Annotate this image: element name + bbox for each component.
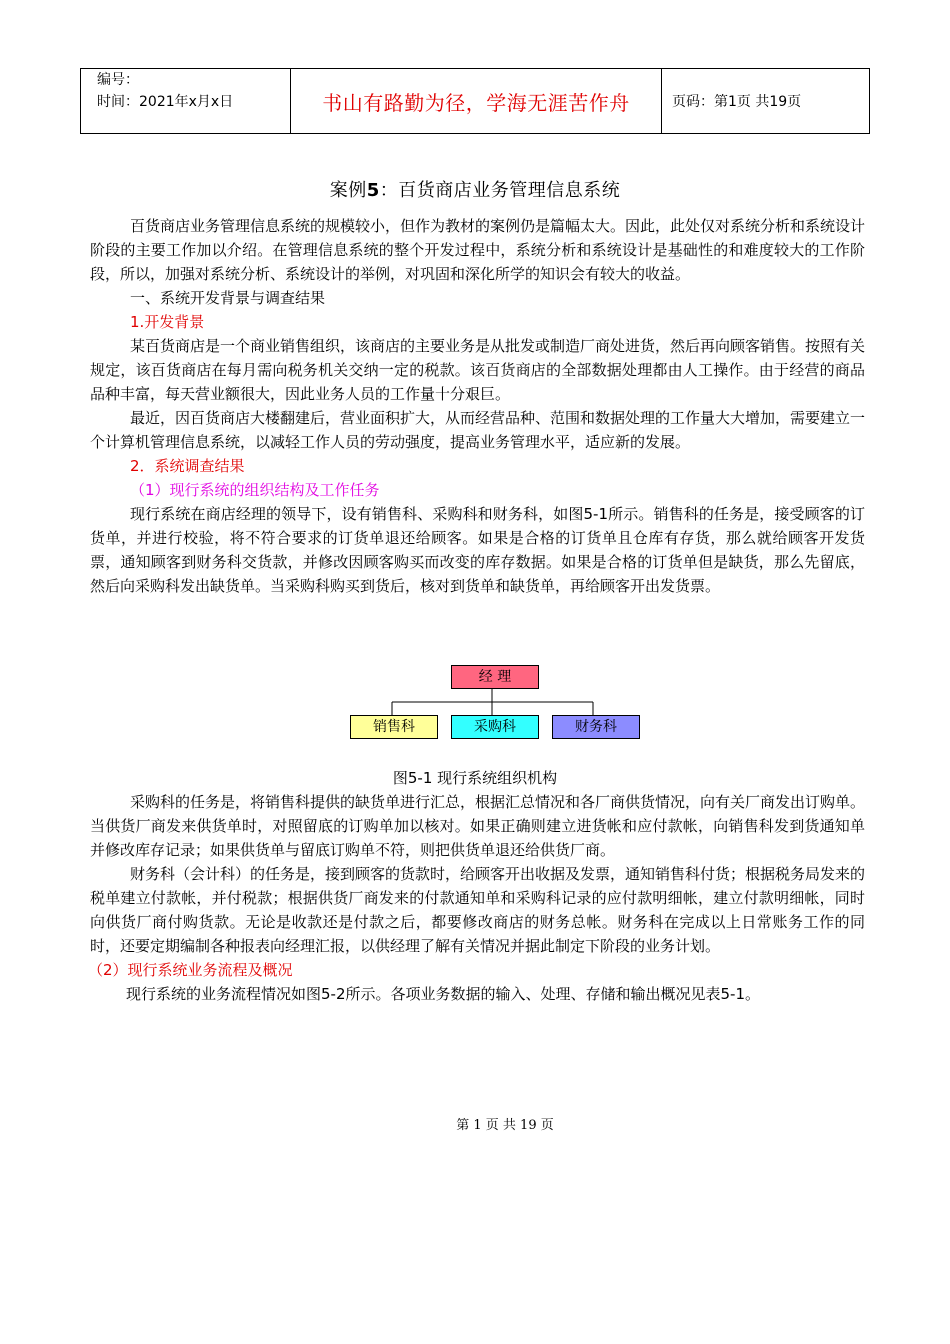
- org-box-manager: 经 理: [451, 665, 539, 689]
- title-prefix: 案例: [329, 180, 367, 201]
- org-box-purchase: 采购科: [451, 715, 539, 739]
- sub2-2-heading: （2）现行系统业务流程及概况: [88, 961, 293, 979]
- header-table: [80, 68, 870, 134]
- figure-caption: 图5-1 现行系统组织机构: [392, 769, 558, 787]
- org-box-finance: 财务科: [552, 715, 640, 739]
- header-left-cell: [81, 69, 291, 134]
- page-title: [0, 176, 950, 202]
- header-motto: 书山有路勤为径，学海无涯苦作舟: [291, 69, 662, 134]
- org-box-sales: 销售科: [350, 715, 438, 739]
- body-top: [90, 214, 865, 598]
- section1-heading: 一、系统开发背景与调查结果: [130, 289, 326, 307]
- sub2-2-paragraph-1: 现行系统的业务流程情况如图5-2所示。各项业务数据的输入、处理、存储和输出概况见表5-1。: [126, 985, 761, 1003]
- sub1-paragraph-2: 最近，因百货商店大楼翻建后，营业面积扩大，从而经营品种、范围和数据处理的工作量大大增加，需要建立一个计算机管理信息系统，以减轻工作人员的劳动强度，提高业务管理水平，适应新的发展。: [90, 409, 866, 451]
- page-footer: [0, 1114, 950, 1133]
- title-number: 5: [366, 180, 380, 201]
- intro-paragraph: 百货商店业务管理信息系统的规模较小，但作为教材的案例仍是篇幅太大。因此，此处仅对系统分析和系统设计阶段的主要工作加以介绍。在管理信息系统的整个开发过程中，系统分析和系统设计是基础性的和难度较大的工作阶段，所以，加强对系统分析、系统设计的举例，对巩固和深化所学的知识会有较大的收益。: [90, 217, 866, 283]
- body-bottom: [90, 790, 865, 1006]
- sub2-1-paragraph-3: 财务科（会计科）的任务是，接到顾客的货款时，给顾客开出收据及发票，通知销售科付货；根据税务局发来的税单建立付款帐，并付税款；根据供货厂商发来的付款通知单和采购科记录的应付款明细帐，建立付款明细帐，同时向供货厂商付购货款。无论是收款还是付款之后，都要修改商店的财务总帐。财务科在完成以上日常账务工作的同时，还要定期编制各种报表向经理汇报，以供经理了解有关情况并据此制定下阶段的业务计划。: [90, 865, 866, 955]
- footer-page-number: 第 1 页 共 19 页: [456, 1118, 554, 1133]
- header-page-info: 页码：第1页 共19页: [662, 69, 870, 134]
- document-number-label: 编号：: [97, 72, 139, 88]
- sub1-paragraph-1: 某百货商店是一个商业销售组织，该商店的主要业务是从批发或制造厂商处进货，然后再向顾客销售。按照有关规定，该百货商店在每月需向税务机关交纳一定的税款。该百货商店的全部数据处理都由人工操作。由于经营的商品品种丰富，每天营业额很大，因此业务人员的工作量十分艰巨。: [90, 337, 866, 403]
- sub2-1-heading: （1）现行系统的组织结构及工作任务: [130, 481, 380, 499]
- sub2-heading: 2．系统调查结果: [130, 457, 245, 475]
- sub2-1-paragraph-2: 采购科的任务是，将销售科提供的缺货单进行汇总，根据汇总情况和各厂商供货情况，向有关厂商发出订购单。当供货厂商发来供货单时，对照留底的订购单加以核对。如果正确则建立进货帐和应付款帐，向销售科发到货通知单并修改库存记录；如果供货单与留底订购单不符，则把供货单退还给供货厂商。: [90, 793, 866, 859]
- sub1-heading: 1.开发背景: [130, 313, 205, 331]
- org-chart: [340, 660, 660, 755]
- sub2-1-paragraph-1: 现行系统在商店经理的领导下，设有销售科、采购科和财务科，如图5-1所示。销售科的任务是，接受顾客的订货单，并进行校验，将不符合要求的订货单退还给顾客。如果是合格的订货单且仓库有存货，那么就给顾客开发货票，通知顾客到财务科交货款，并修改因顾客购买而改变的库存数据。如果是合格的订货单但是缺货，那么先留底，然后向采购科发出缺货单。当采购科购买到货后，核对到货单和缺货单，再给顾客开出发货票。: [90, 505, 865, 595]
- title-rest: ：百货商店业务管理信息系统: [379, 180, 621, 201]
- document-date-label: 时间：2021年x月x日: [97, 94, 234, 110]
